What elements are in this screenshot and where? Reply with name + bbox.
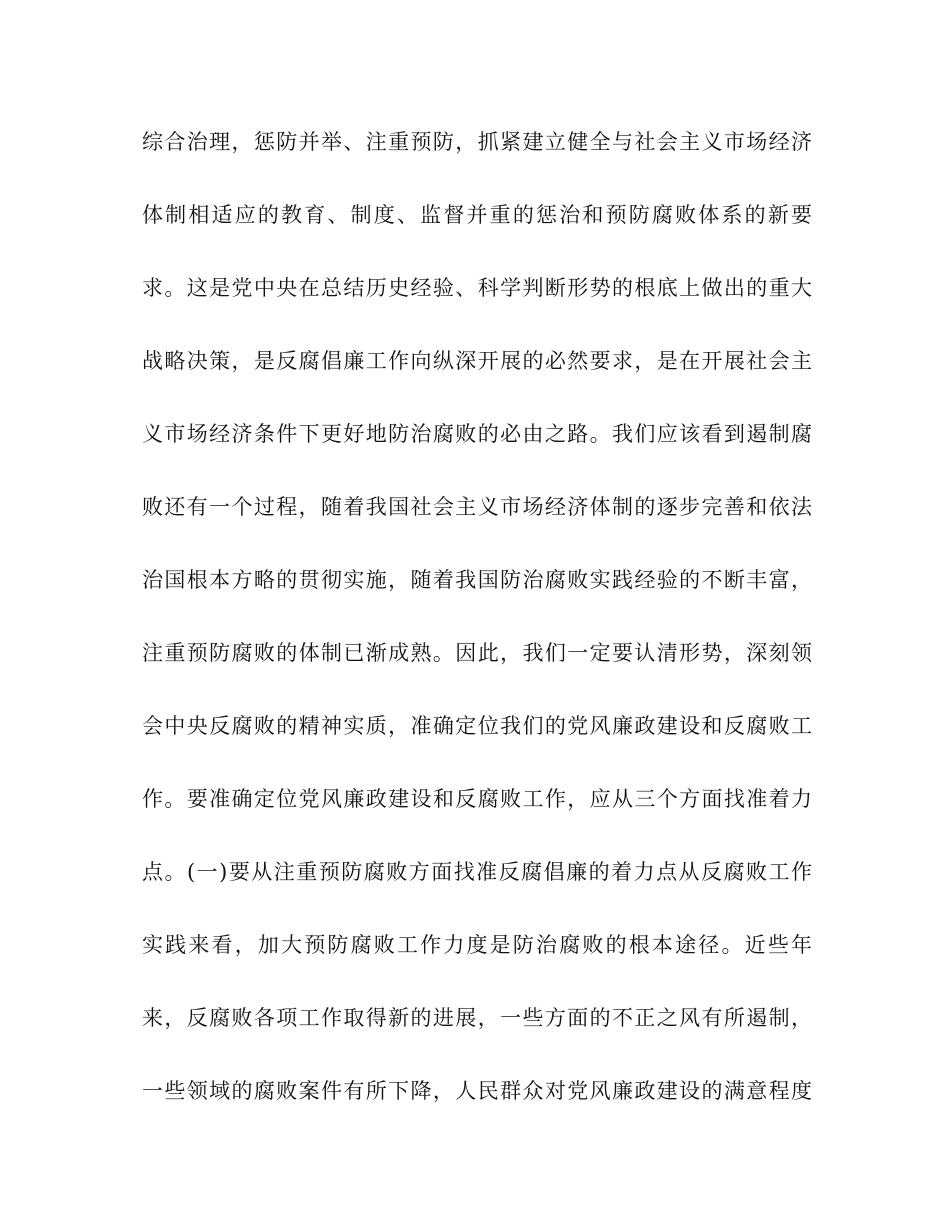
- text-line-1: 综合治理，惩防并举、注重预防，抓紧建立健全与社会主义市场经济: [142, 130, 812, 154]
- text-line-11: 点。(一)要从注重预防腐败方面找准反腐倡廉的着力点从反腐败工作: [142, 860, 812, 884]
- text-line-8: 注重预防腐败的体制已渐成熟。因此，我们一定要认清形势，深刻领: [142, 641, 812, 665]
- text-line-9: 会中央反腐败的精神实质，准确定位我们的党风廉政建设和反腐败工: [142, 714, 812, 738]
- body-text: [142, 118, 812, 1140]
- text-line-7: 治国根本方略的贯彻实施，随着我国防治腐败实践经验的不断丰富，: [142, 568, 812, 592]
- text-line-13: 来，反腐败各项工作取得新的进展，一些方面的不正之风有所遏制，: [142, 1006, 812, 1030]
- text-line-6: 败还有一个过程，随着我国社会主义市场经济体制的逐步完善和依法: [142, 495, 812, 519]
- text-line-10: 作。要准确定位党风廉政建设和反腐败工作，应从三个方面找准着力: [142, 787, 812, 811]
- text-line-3: 求。这是党中央在总结历史经验、科学判断形势的根底上做出的重大: [142, 276, 812, 300]
- text-line-4: 战略决策，是反腐倡廉工作向纵深开展的必然要求，是在开展社会主: [142, 349, 812, 373]
- text-line-14: 一些领域的腐败案件有所下降，人民群众对党风廉政建设的满意程度: [142, 1079, 812, 1103]
- text-line-5: 义市场经济条件下更好地防治腐败的必由之路。我们应该看到遏制腐: [142, 422, 812, 446]
- text-line-12: 实践来看，加大预防腐败工作力度是防治腐败的根本途径。近些年: [142, 933, 812, 957]
- text-line-2: 体制相适应的教育、制度、监督并重的惩治和预防腐败体系的新要: [142, 203, 812, 227]
